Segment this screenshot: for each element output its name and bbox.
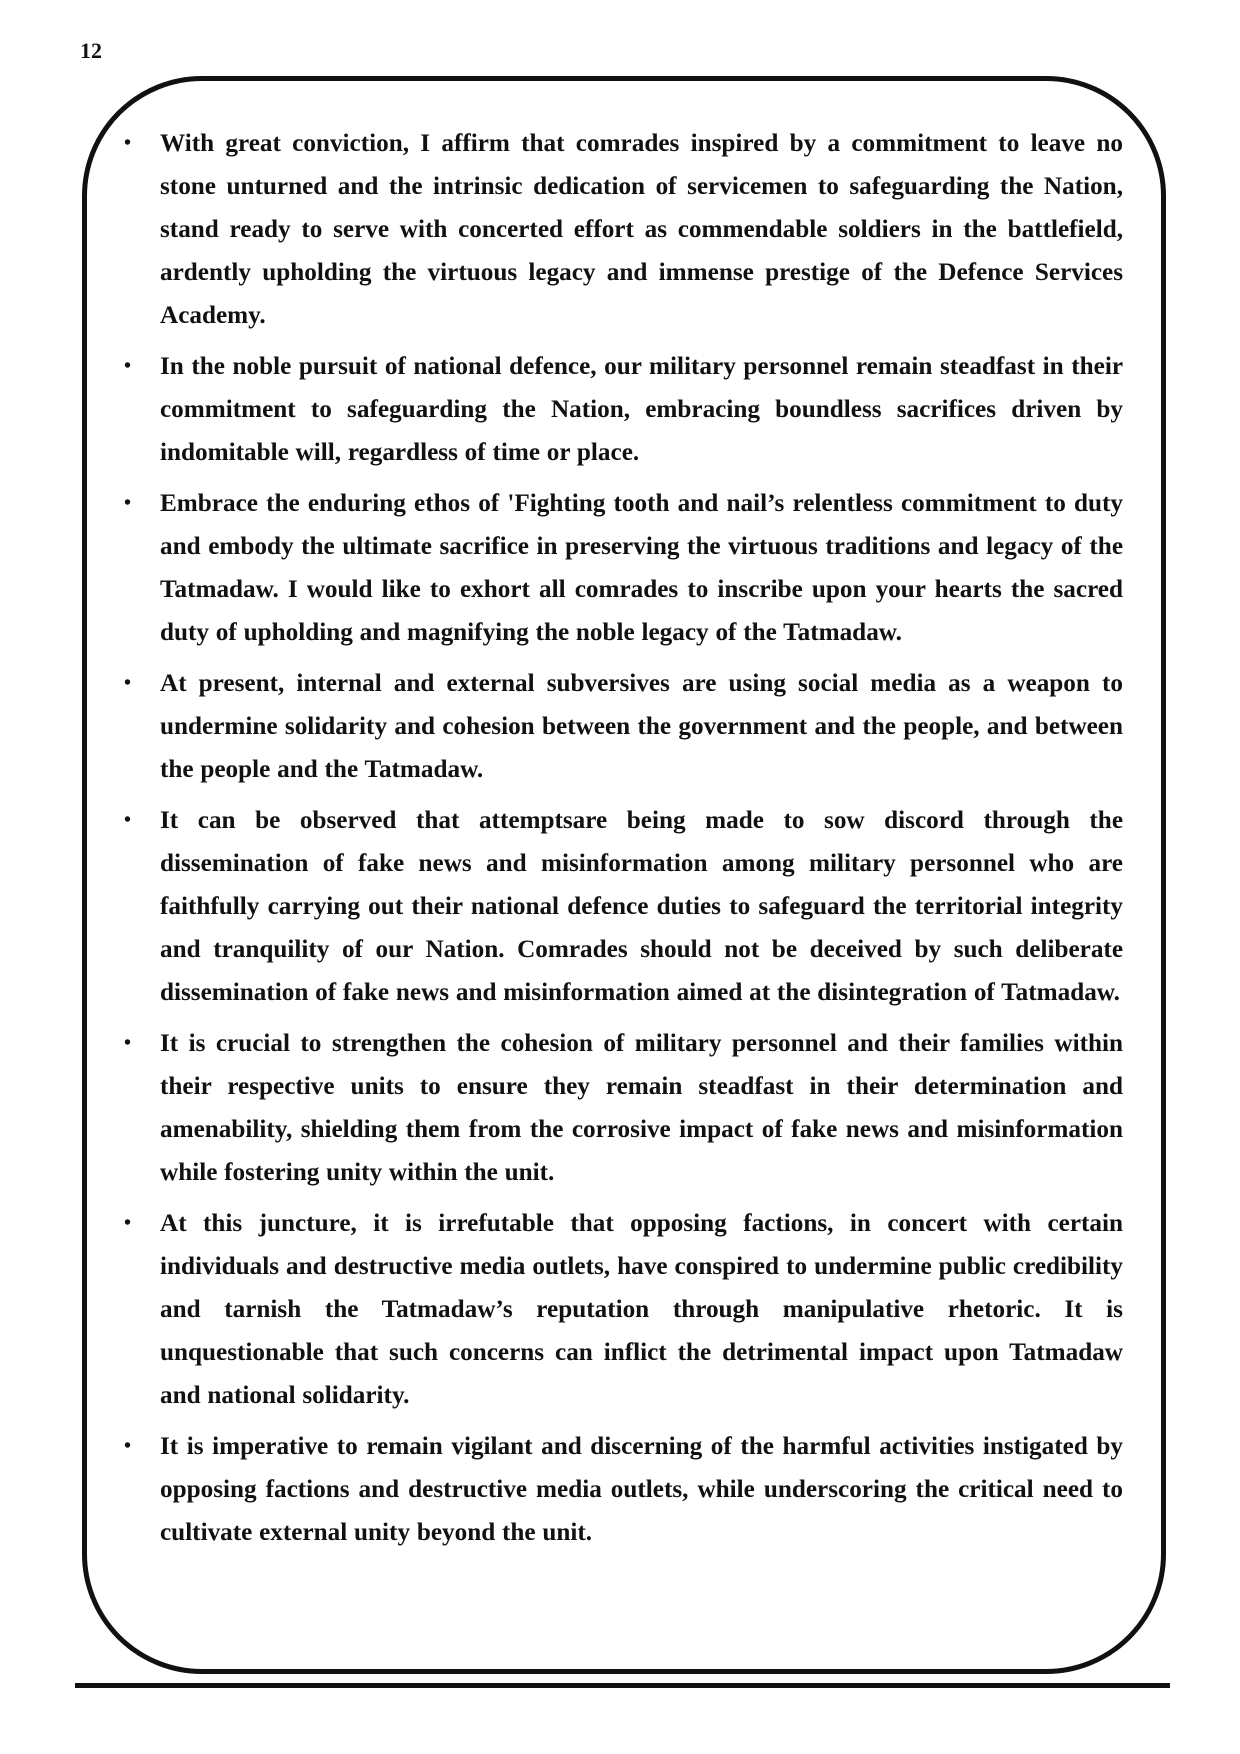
page-number: 12	[80, 38, 102, 63]
bullet-icon: •	[124, 355, 132, 377]
list-item-text: With great conviction, I affirm that comrades inspired by a commitment to leave no stone unturned and the intrinsic dedication of servicemen to safeguarding the Nation, stand ready to serve with concerted effort as commendable soldiers in the battlefield, ardently upholding the virtuous legacy and immense prestige of the Defence Services Academy.	[160, 130, 1123, 329]
bottom-divider	[75, 1683, 1170, 1688]
bullet-icon: •	[124, 492, 132, 514]
bullet-icon: •	[124, 1032, 132, 1054]
bullet-icon: •	[124, 1435, 132, 1457]
list-item-text: In the noble pursuit of national defence, our military personnel remain steadfast in their commitment to safeguarding the Nation, embracing boundless sacrifices driven by indomitable will, regardless of time or place.	[160, 353, 1123, 466]
list-item-text: It is crucial to strengthen the cohesion of military personnel and their families within their respective units to ensure they remain steadfast in their determination and amenability, shielding them from the corrosive impact of fake news and misinformation while fostering unity within the unit.	[160, 1030, 1123, 1186]
list-item	[118, 662, 1123, 791]
list-item-text: It can be observed that attemptsare being made to sow discord through the dissemination of fake news and misinformation among military personnel who are faithfully carrying out their national defence duties to safeguard the territorial integrity and tranquility of our Nation. Comrades should not be deceived by such deliberate dissemination of fake news and misinformation aimed at the disintegration of Tatmadaw.	[160, 807, 1123, 1006]
list-item	[118, 799, 1123, 1014]
list-item	[118, 1202, 1123, 1417]
list-item	[118, 122, 1123, 337]
list-item	[118, 1022, 1123, 1194]
list-item	[118, 482, 1123, 654]
list-item	[118, 1425, 1123, 1554]
bullet-icon: •	[124, 132, 132, 154]
bullet-icon: •	[124, 1212, 132, 1234]
list-item-text: Embrace the enduring ethos of 'Fighting tooth and nail’s relentless commitment to duty and embody the ultimate sacrifice in preserving the virtuous traditions and legacy of the Tatmadaw. I would like to exhort all comrades to inscribe upon your hearts the sacred duty of upholding and magnifying the noble legacy of the Tatmadaw.	[160, 490, 1123, 646]
bullet-icon: •	[124, 672, 132, 694]
bullet-list	[118, 122, 1123, 1562]
list-item-text: It is imperative to remain vigilant and discerning of the harmful activities instigated by opposing factions and destructive media outlets, while underscoring the critical need to cultivate external unity beyond the unit.	[160, 1433, 1123, 1546]
list-item-text: At this juncture, it is irrefutable that opposing factions, in concert with certain individuals and destructive media outlets, have conspired to undermine public credibility and tarnish the Tatmadaw’s reputation through manipulative rhetoric. It is unquestionable that such concerns can inflict the detrimental impact upon Tatmadaw and national solidarity.	[160, 1210, 1123, 1409]
list-item	[118, 345, 1123, 474]
bullet-icon: •	[124, 809, 132, 831]
list-item-text: At present, internal and external subversives are using social media as a weapon to undermine solidarity and cohesion between the government and the people, and between the people and the Tatmadaw.	[160, 670, 1123, 783]
